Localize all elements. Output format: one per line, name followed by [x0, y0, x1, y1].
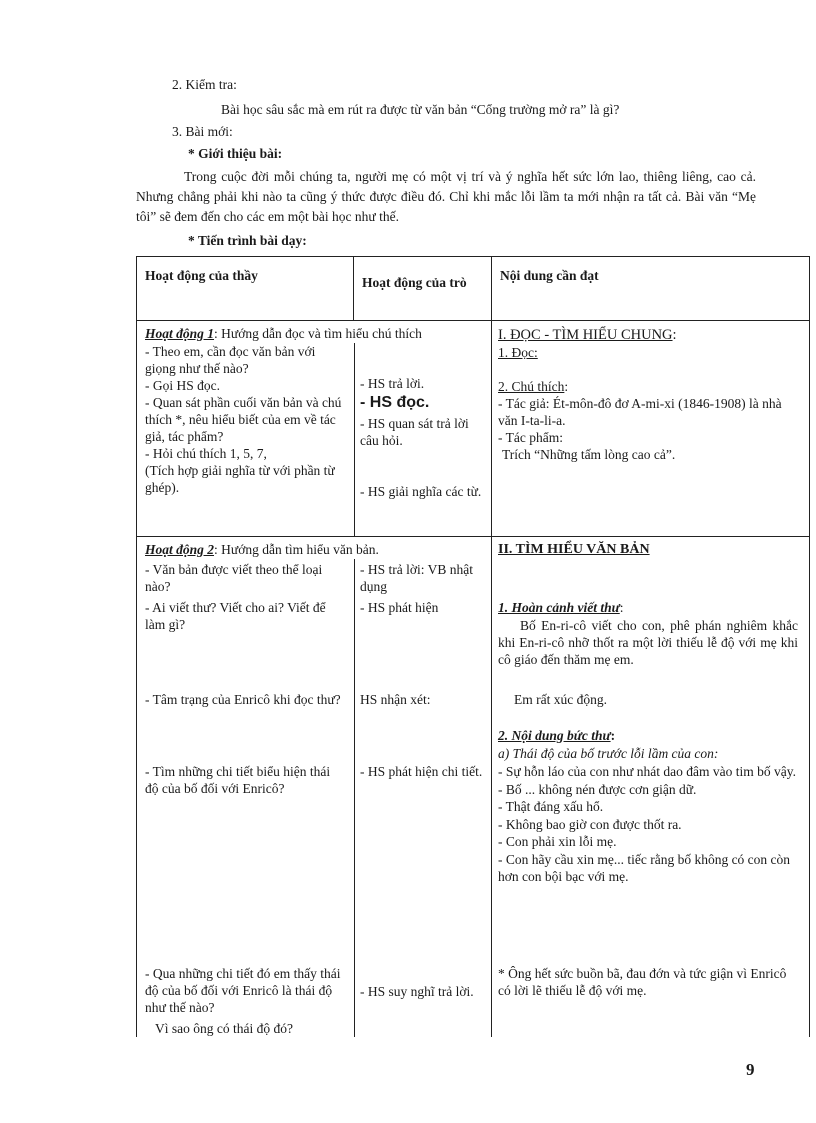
activity-1-content: [492, 321, 810, 537]
page-number: 9: [746, 1060, 755, 1079]
s1-title-line: [498, 599, 624, 617]
s1-feel: Em rất xúc động.: [514, 692, 607, 707]
list-item: (Tích hợp giải nghĩa từ với phần từ ghép).: [145, 463, 335, 495]
section-1-heading-line: [498, 327, 803, 344]
list-item: - Sự hỗn láo của con như nhát dao đâm vào tim bố vậy.: [498, 764, 796, 779]
list-item: - Theo em, cần đọc văn bản với giọng như thế nào?: [145, 344, 316, 376]
intro-paragraph: Trong cuộc đời mỗi chúng ta, người mẹ có một vị trí và ý nghĩa hết sức lớn lao, thiêng liêng, cao cả. Nhưng chẳng phải khi nào ta cũng ý thức được điều đó. Chỉ khi mắc lỗi lầm ta mới nhận ra tất cả. Bài văn “Mẹ tôi” sẽ đem đến cho các em một bài học như thế.: [136, 169, 756, 224]
table-header-row: [137, 257, 810, 321]
work-line: Trích “Những tấm lòng cao cả”.: [502, 447, 676, 462]
list-item: - HS phát hiện: [360, 600, 439, 615]
column-divider: [354, 559, 355, 1037]
list-item: - Con phải xin lỗi mẹ.: [498, 834, 617, 849]
intro-heading: * Giới thiệu bài:: [188, 146, 283, 161]
check-label: 2. Kiểm tra:: [172, 77, 237, 92]
notes-heading-line: [498, 378, 803, 395]
notes-heading: 2. Chú thích: [498, 379, 565, 394]
list-item: - Bố ... không nén được cơn giận dữ.: [498, 781, 697, 797]
activity-1-row: [137, 321, 810, 537]
activity-2-title: Hoạt động 2: [145, 542, 215, 557]
activity-2-content: [492, 537, 810, 1038]
header-content: Nội dung cần đạt: [500, 268, 599, 283]
list-item: HS nhận xét:: [360, 692, 431, 707]
list-item: - HS trả lời: VB nhật dụng: [360, 562, 474, 594]
activity-1-desc: : Hướng dẫn đọc và tìm hiểu chú thích: [214, 326, 422, 341]
section-2-heading: II. TÌM HIỂU VĂN BẢN: [498, 542, 650, 557]
activity-2-left: [137, 537, 492, 1038]
list-item: - Văn bản được viết theo thể loại nào?: [145, 562, 323, 594]
list-item: - Hỏi chú thích 1, 5, 7,: [145, 446, 267, 461]
list-item: - Con hãy cầu xin mẹ... tiếc rằng bố không có con còn hơn con bội bạc với mẹ.: [498, 851, 791, 884]
lesson-plan-table: [136, 256, 810, 1037]
list-item: Vì sao ông có thái độ đó?: [155, 1021, 293, 1036]
s2-items: [498, 763, 798, 886]
list-item: - HS phát hiện chi tiết.: [360, 764, 483, 779]
s2-conclusion: * Ông hết sức buồn bã, đau đớn và tức giận vì Enricô có lời lẽ thiếu lễ độ với mẹ.: [498, 966, 787, 998]
author-line: - Tác giả: Ét-môn-đô đơ A-mi-xi (1846-1908) là nhà văn I-ta-li-a.: [498, 396, 782, 428]
list-item: - HS trả lời.: [360, 376, 425, 391]
s2-title: 2. Nội dung bức thư: [498, 728, 611, 743]
list-item: - Ai viết thư? Viết cho ai? Viết để làm gì?: [145, 600, 326, 632]
activity-1-title: Hoạt động 1: [145, 326, 215, 341]
activity-2-row: [137, 537, 810, 1038]
read-heading: 1. Đọc:: [498, 345, 538, 360]
activity-1-student: [360, 375, 488, 500]
section-1-heading: I. ĐỌC - TÌM HIỂU CHUNG: [498, 327, 673, 343]
activity-1-left: [137, 321, 492, 537]
list-item: - HS đọc.: [360, 394, 430, 411]
process-heading: * Tiến trình bài dạy:: [188, 233, 307, 248]
new-lesson-label: 3. Bài mới:: [172, 124, 233, 139]
list-item: - Gọi HS đọc.: [145, 378, 220, 393]
check-question: Bài học sâu sắc mà em rút ra được từ văn bản “Cổng trường mở ra” là gì?: [221, 102, 620, 117]
s2-title-line: [498, 727, 615, 745]
s1-suffix: :: [619, 600, 624, 615]
activity-1-title-line: [145, 325, 422, 343]
list-item: - HS quan sát trả lời câu hỏi.: [360, 416, 469, 448]
list-item: - Qua những chi tiết đó em thấy thái độ của bố đối với Enricô là thái độ như thế nào?: [145, 966, 341, 1015]
header-student: Hoạt động của trò: [362, 275, 467, 290]
list-item: - Thật đáng xấu hổ.: [498, 799, 604, 814]
activity-2-title-line: [145, 541, 379, 559]
header-teacher: Hoạt động của thầy: [145, 268, 258, 283]
section-1-heading-suffix: :: [672, 327, 677, 343]
work-label: - Tác phẩm:: [498, 430, 563, 445]
list-item: - Quan sát phần cuối văn bản và chú thích *, nêu hiểu biết của em về tác giả, tác phẩm?: [145, 395, 342, 444]
notes-heading-suffix: :: [564, 379, 569, 394]
s1-text: Bố En-ri-cô viết cho con, phê phán nghiêm khắc khi En-ri-cô nhỡ thốt ra một lời thiếu lễ độ với mẹ khi cô giáo đến thăm mẹ em.: [498, 618, 798, 667]
s2-sub: a) Thái độ của bố trước lỗi lầm của con:: [498, 746, 719, 761]
s1-title: 1. Hoàn cảnh viết thư: [498, 600, 620, 615]
list-item: - Tâm trạng của Enricô khi đọc thư?: [145, 692, 341, 707]
column-divider: [354, 343, 355, 536]
list-item: - Tìm những chi tiết biểu hiện thái độ của bố đối với Enricô?: [145, 764, 331, 796]
activity-1-teacher: [145, 343, 345, 496]
activity-2-desc: : Hướng dẫn tìm hiểu văn bản.: [214, 542, 379, 557]
list-item: - Không bao giờ con được thốt ra.: [498, 816, 682, 832]
list-item: - HS suy nghĩ trả lời.: [360, 984, 474, 999]
list-item: - HS giải nghĩa các từ.: [360, 484, 482, 499]
s2-suffix: :: [610, 728, 616, 743]
